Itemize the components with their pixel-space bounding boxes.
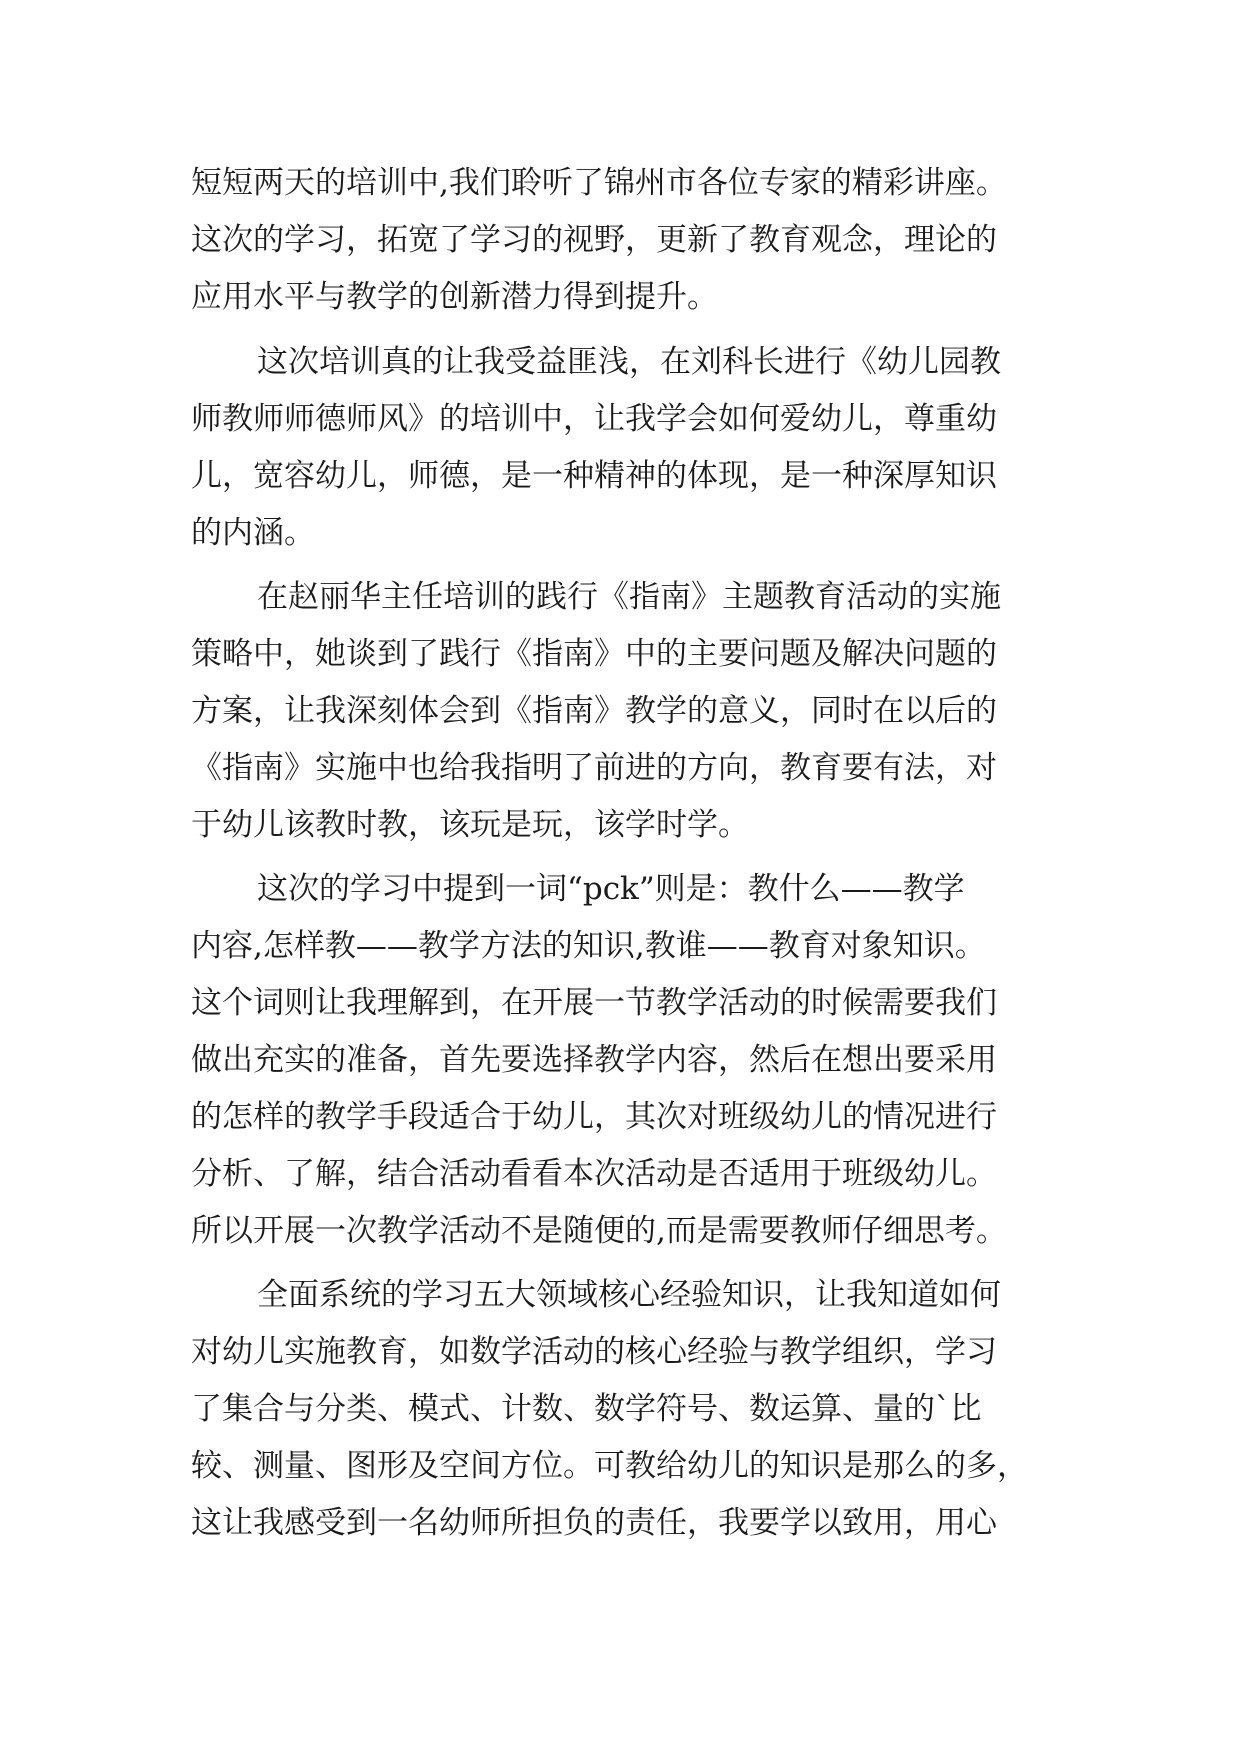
paragraph-3-line-4: 《指南》实施中也给我指明了前进的方向，教育要有法，对	[191, 750, 997, 786]
paragraph-5-line-5: 这让我感受到一名幼师所担负的责任，我要学以致用，用心	[191, 1505, 997, 1541]
paragraph-4-line-2: 内容,怎样教——教学方法的知识,教谁——教育对象知识。	[191, 928, 986, 964]
paragraph-2-line-2: 师教师师德师风》的培训中，让我学会如何爱幼儿，尊重幼	[191, 401, 997, 437]
paragraph-5-line-4: 较、测量、图形及空间方位。可教给幼儿的知识是那么的多，	[191, 1448, 1028, 1484]
paragraph-3-line-5: 于幼儿该教时教，该玩是玩，该学时学。	[191, 807, 749, 843]
paragraph-4-line-5: 的怎样的教学手段适合于幼儿，其次对班级幼儿的情况进行	[191, 1099, 997, 1135]
paragraph-4-line-4: 做出充实的准备，首先要选择教学内容，然后在想出要采用	[191, 1042, 997, 1078]
paragraph-4-line-3: 这个词则让我理解到，在开展一节教学活动的时候需要我们	[191, 985, 997, 1021]
paragraph-4-line-6: 分析、了解，结合活动看看本次活动是否适用于班级幼儿。	[191, 1156, 997, 1192]
paragraph-3-line-2: 策略中，她谈到了践行《指南》中的主要问题及解决问题的	[191, 636, 997, 672]
paragraph-2-line-1: 这次培训真的让我受益匪浅，在刘科长进行《幼儿园教	[257, 344, 1001, 380]
paragraph-3-line-3: 方案，让我深刻体会到《指南》教学的意义，同时在以后的	[191, 693, 997, 729]
paragraph-4-line-1: 这次的学习中提到一词“pck”则是：教什么——教学	[257, 871, 965, 907]
paragraph-1-line-3: 应用水平与教学的创新潜力得到提升。	[191, 279, 718, 315]
paragraph-5-line-1: 全面系统的学习五大领域核心经验知识，让我知道如何	[257, 1277, 1001, 1313]
paragraph-5-line-3: 了集合与分类、模式、计数、数学符号、数运算、量的`比	[191, 1391, 982, 1427]
paragraph-5-line-2: 对幼儿实施教育，如数学活动的核心经验与教学组织，学习	[191, 1334, 997, 1370]
paragraph-2-line-3: 儿，宽容幼儿，师德，是一种精神的体现，是一种深厚知识	[191, 458, 997, 494]
paragraph-1-line-1: 短短两天的培训中,我们聆听了锦州市各位专家的精彩讲座。	[191, 165, 1007, 201]
paragraph-1-line-2: 这次的学习，拓宽了学习的视野，更新了教育观念，理论的	[191, 222, 997, 258]
paragraph-4-line-7: 所以开展一次教学活动不是随便的,而是需要教师仔细思考。	[191, 1213, 1007, 1249]
paragraph-2-line-4: 的内涵。	[191, 515, 315, 551]
paragraph-3-line-1: 在赵丽华主任培训的践行《指南》主题教育活动的实施	[257, 579, 1001, 615]
